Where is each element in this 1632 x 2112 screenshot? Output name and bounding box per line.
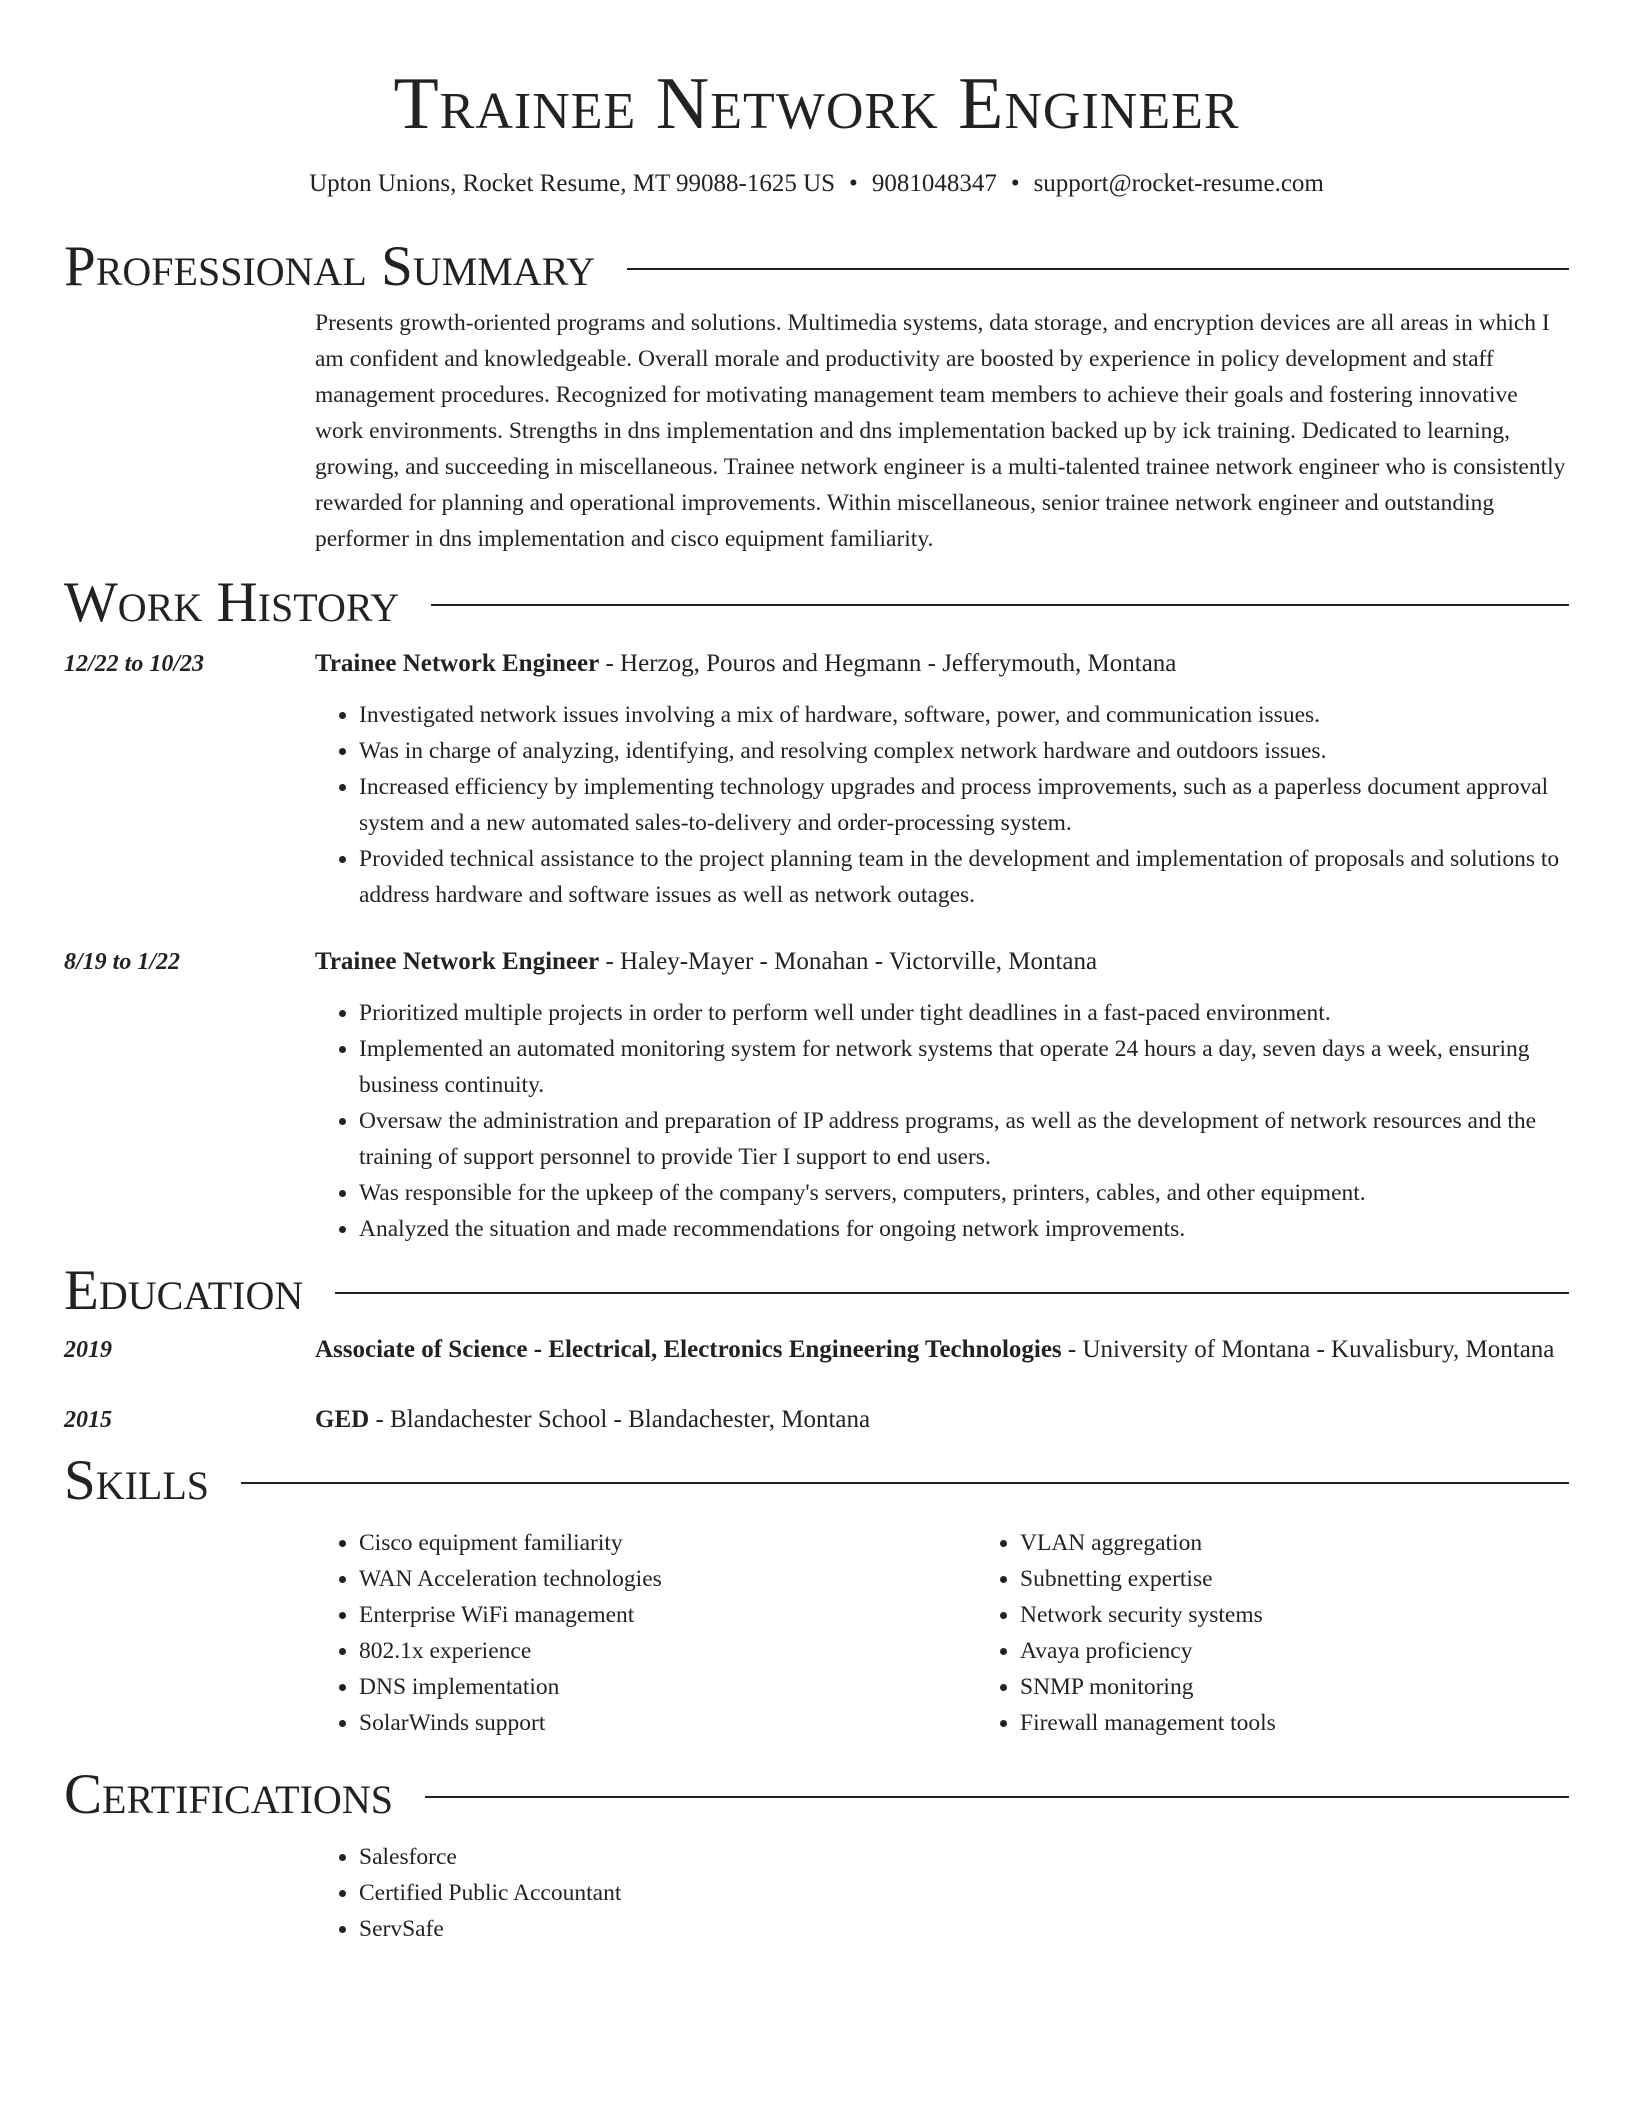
work-section-title: Work History [64, 571, 400, 634]
list-item: • Oversaw the administration and preparation of IP address programs, as well as the development of network resources and the training of support personnel to provide Tier I support to end users. [359, 1103, 1569, 1175]
section-divider [425, 1796, 1569, 1798]
list-item: • Salesforce [359, 1839, 1569, 1875]
section-divider [627, 268, 1569, 270]
list-item: • Cisco equipment familiarity [359, 1525, 976, 1561]
list-item: • Avaya proficiency [1020, 1633, 1632, 1669]
work-section-heading [64, 571, 1569, 635]
contact-phone: 9081048347 [871, 170, 997, 197]
education-year: 2015 [64, 1407, 112, 1433]
job-bullets [315, 697, 1569, 913]
section-divider [431, 604, 1569, 606]
list-item: • 802.1x experience [359, 1633, 976, 1669]
summary-section-heading [64, 235, 1569, 299]
list-item: • Increased efficiency by implementing technology upgrades and process improvements, such as a paperless document approval system and a new automated sales-to-delivery and order-processing system. [359, 769, 1569, 841]
list-item: • DNS implementation [359, 1669, 976, 1705]
work-body [315, 943, 1569, 1247]
education-body [315, 1331, 1569, 1369]
summary-section-title: Professional Summary [64, 235, 596, 298]
list-item: • Network security systems [1020, 1597, 1632, 1633]
contact-separator: • [1010, 170, 1020, 197]
contact-email: support@rocket-resume.com [1033, 170, 1324, 197]
skills-section-title: Skills [64, 1449, 210, 1512]
list-item: • SNMP monitoring [1020, 1669, 1632, 1705]
list-item: • Investigated network issues involving a mix of hardware, software, power, and communication issues. [359, 697, 1569, 733]
education-year: 2019 [64, 1337, 112, 1363]
contact-separator: • [849, 170, 858, 197]
list-item: • Certified Public Accountant [359, 1875, 1569, 1911]
education-entry [64, 1401, 1569, 1439]
list-item: • Was in charge of analyzing, identifying, and resolving complex network hardware and outdoors issues. [359, 733, 1569, 769]
section-divider [241, 1482, 1569, 1484]
education-entry [64, 1331, 1569, 1369]
education-body [315, 1401, 1569, 1439]
certifications-section-title: Certifications [64, 1763, 393, 1826]
contact-line [64, 168, 1569, 200]
education-degree: GED [315, 1406, 370, 1433]
list-item: • Provided technical assistance to the project planning team in the development and implementation of proposals and solutions to address hardware and software issues as well as network outages. [359, 841, 1569, 913]
list-item: • Implemented an automated monitoring system for network systems that operate 24 hours a day, seven days a week, ensuring business continuity. [359, 1031, 1569, 1103]
job-title-line [315, 943, 1569, 981]
section-divider [335, 1292, 1569, 1294]
work-entry [64, 943, 1569, 1247]
list-item: • Prioritized multiple projects in order to perform well under tight deadlines in a fast-paced environment. [359, 995, 1569, 1031]
job-details: - Haley-Mayer - Monahan - Victorville, Montana [599, 948, 1098, 975]
list-item: • Subnetting expertise [1020, 1561, 1632, 1597]
job-bullets [315, 995, 1569, 1247]
education-section-title: Education [64, 1259, 304, 1322]
list-item: • WAN Acceleration technologies [359, 1561, 976, 1597]
job-title: Trainee Network Engineer [315, 650, 600, 677]
skills-list-left [315, 1525, 976, 1741]
education-details: - University of Montana - Kuvalisbury, Montana [1061, 1336, 1555, 1363]
education-section-heading [64, 1259, 1569, 1323]
list-item: • SolarWinds support [359, 1705, 976, 1741]
list-item: • Was responsible for the upkeep of the company's servers, computers, printers, cables, and other equipment. [359, 1175, 1569, 1211]
list-item: • VLAN aggregation [1020, 1525, 1632, 1561]
work-body [315, 645, 1569, 913]
summary-block [315, 305, 1569, 557]
work-dates: 8/19 to 1/22 [64, 949, 181, 975]
summary-text: Presents growth-oriented programs and solutions. Multimedia systems, data storage, and encryption devices are all areas in which I am confident and knowledgeable. Overall morale and productivity are boosted by experience in policy development and staff management procedures. Recognized for motivating management team members to achieve their goals and fostering innovative work environments. Strengths in dns implementation and dns implementation backed up by ick training. Dedicated to learning, growing, and succeeding in miscellaneous. Trainee network engineer is a multi-talented trainee network engineer who is consistently rewarded for planning and operational improvements. Within miscellaneous, senior trainee network engineer and outstanding performer in dns implementation and cisco equipment familiarity. [315, 310, 1566, 552]
certifications-block [315, 1839, 1569, 1947]
list-item: • Firewall management tools [1020, 1705, 1632, 1741]
job-title: Trainee Network Engineer [315, 948, 600, 975]
certifications-section-heading [64, 1763, 1569, 1827]
work-entry [64, 645, 1569, 913]
skills-grid [315, 1525, 1569, 1741]
job-details: - Herzog, Pouros and Hegmann - Jefferymouth, Montana [599, 650, 1177, 677]
skills-list-right [976, 1525, 1632, 1741]
education-degree: Associate of Science - Electrical, Electronics Engineering Technologies [315, 1336, 1062, 1363]
list-item: • Enterprise WiFi management [359, 1597, 976, 1633]
education-details: - Blandachester School - Blandachester, Montana [369, 1406, 871, 1433]
job-title-line [315, 645, 1569, 683]
contact-address: Upton Unions, Rocket Resume, MT 99088-1625 US [309, 170, 836, 197]
work-dates: 12/22 to 10/23 [64, 651, 205, 677]
list-item: • ServSafe [359, 1911, 1569, 1947]
list-item: • Analyzed the situation and made recommendations for ongoing network improvements. [359, 1211, 1569, 1247]
skills-section-heading [64, 1449, 1569, 1513]
resume-name: Trainee Network Engineer [393, 63, 1240, 145]
certifications-list [315, 1839, 1569, 1947]
